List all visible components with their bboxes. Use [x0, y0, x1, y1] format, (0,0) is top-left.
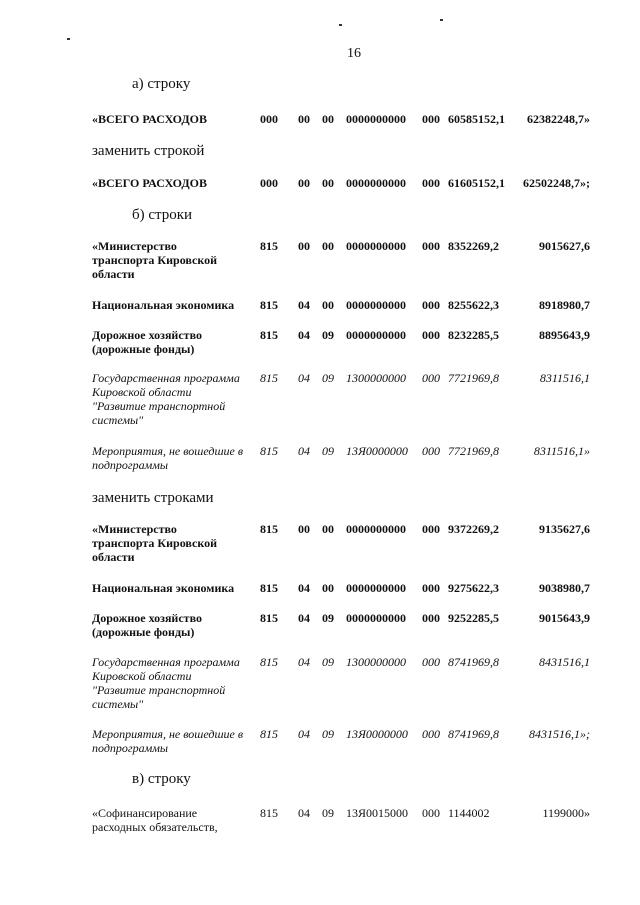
- row-code-target: 0000000000: [346, 522, 406, 536]
- row-name: «ВСЕГО РАСХОДОВ: [92, 112, 207, 126]
- row-code-expense-type: 000: [422, 727, 440, 741]
- row-code-subsection: 09: [322, 328, 334, 342]
- row-code-target: 13Я0000000: [346, 727, 408, 741]
- row-code-subsection: 09: [322, 727, 334, 741]
- row-name: «ВСЕГО РАСХОДОВ: [92, 176, 207, 190]
- row-code-section: 04: [298, 611, 310, 625]
- row-code-target: 0000000000: [346, 611, 406, 625]
- row-code-expense-type: 000: [422, 611, 440, 625]
- row-value-first: 61605152,1: [448, 176, 505, 190]
- row-value-first: 8232285,5: [448, 328, 499, 342]
- row-code-section: 00: [298, 522, 310, 536]
- row-code-ministry: 815: [260, 611, 278, 625]
- row-code-section: 04: [298, 444, 310, 458]
- row-value-first: 8741969,8: [448, 655, 499, 669]
- row-name: Мероприятия, не вошедшие в подпрограммы: [92, 727, 244, 755]
- row-code-target: 1300000000: [346, 655, 406, 669]
- row-code-ministry: 815: [260, 298, 278, 312]
- row-code-subsection: 00: [322, 298, 334, 312]
- row-value-second: 9038980,7: [539, 581, 590, 595]
- row-code-ministry: 815: [260, 806, 278, 820]
- row-code-expense-type: 000: [422, 806, 440, 820]
- row-code-expense-type: 000: [422, 444, 440, 458]
- row-code-section: 04: [298, 655, 310, 669]
- row-value-second: 8431516,1: [539, 655, 590, 669]
- row-code-subsection: 00: [322, 112, 334, 126]
- row-value-second: 9015627,6: [539, 239, 590, 253]
- row-value-second: 62382248,7»: [527, 112, 590, 126]
- row-value-second: 8311516,1: [539, 371, 590, 385]
- row-code-ministry: 815: [260, 371, 278, 385]
- row-code-target: 0000000000: [346, 298, 406, 312]
- scan-speck: [440, 19, 443, 21]
- row-code-expense-type: 000: [422, 522, 440, 536]
- row-code-expense-type: 000: [422, 655, 440, 669]
- row-code-ministry: 000: [260, 112, 278, 126]
- section-label-c: в) строку: [132, 771, 191, 787]
- row-value-first: 9275622,3: [448, 581, 499, 595]
- row-code-target: 13Я0015000: [346, 806, 409, 820]
- row-name: «Софинансирование расходных обязательств,: [92, 806, 218, 834]
- row-code-target: 13Я0000000: [346, 444, 408, 458]
- section-label-replace-single: заменить строкой: [92, 143, 205, 159]
- row-code-ministry: 815: [260, 581, 278, 595]
- row-value-first: 7721969,8: [448, 371, 499, 385]
- row-value-first: 9372269,2: [448, 522, 499, 536]
- row-code-section: 00: [298, 112, 310, 126]
- row-code-subsection: 00: [322, 581, 334, 595]
- row-name: Мероприятия, не вошедшие в подпрограммы: [92, 444, 244, 472]
- row-value-second: 1199000»: [542, 806, 590, 820]
- row-code-target: 0000000000: [346, 239, 406, 253]
- row-code-expense-type: 000: [422, 371, 440, 385]
- row-code-subsection: 09: [322, 444, 334, 458]
- row-code-ministry: 815: [260, 655, 278, 669]
- row-value-second: 9015643,9: [539, 611, 590, 625]
- row-code-subsection: 09: [322, 611, 334, 625]
- row-code-ministry: 815: [260, 239, 278, 253]
- row-value-first: 8352269,2: [448, 239, 499, 253]
- row-code-subsection: 00: [322, 176, 334, 190]
- row-value-second: 8431516,1»;: [529, 727, 590, 741]
- row-name: «Министерство транспорта Кировской области: [92, 239, 218, 281]
- row-value-second: 9135627,6: [539, 522, 590, 536]
- row-name: Национальная экономика: [92, 581, 235, 595]
- row-value-first: 60585152,1: [448, 112, 505, 126]
- row-code-ministry: 815: [260, 444, 278, 458]
- row-name: Дорожное хозяйство (дорожные фонды): [92, 328, 202, 356]
- row-value-first: 1144002: [448, 806, 490, 820]
- section-label-replace-multiple: заменить строками: [92, 490, 214, 506]
- row-name: Национальная экономика: [92, 298, 235, 312]
- row-value-first: 8741969,8: [448, 727, 499, 741]
- row-code-section: 04: [298, 727, 310, 741]
- row-code-expense-type: 000: [422, 112, 440, 126]
- row-code-subsection: 00: [322, 522, 334, 536]
- row-name: «Министерство транспорта Кировской области: [92, 522, 218, 564]
- row-value-second: 8311516,1»: [533, 444, 590, 458]
- row-code-subsection: 09: [322, 806, 334, 820]
- row-code-subsection: 09: [322, 655, 334, 669]
- row-code-section: 00: [298, 176, 310, 190]
- row-code-ministry: 815: [260, 522, 278, 536]
- row-code-target: 0000000000: [346, 112, 406, 126]
- scan-speck: [339, 24, 342, 26]
- row-value-first: 9252285,5: [448, 611, 499, 625]
- row-code-section: 04: [298, 371, 310, 385]
- row-value-second: 8918980,7: [539, 298, 590, 312]
- row-code-target: 1300000000: [346, 371, 406, 385]
- row-code-subsection: 09: [322, 371, 334, 385]
- row-name: Дорожное хозяйство (дорожные фонды): [92, 611, 202, 639]
- row-value-second: 8895643,9: [539, 328, 590, 342]
- row-code-target: 0000000000: [346, 176, 406, 190]
- row-value-first: 7721969,8: [448, 444, 499, 458]
- row-code-section: 04: [298, 581, 310, 595]
- scan-speck: [67, 38, 70, 40]
- row-value-second: 62502248,7»;: [523, 176, 590, 190]
- row-code-target: 0000000000: [346, 328, 406, 342]
- row-code-expense-type: 000: [422, 239, 440, 253]
- row-code-section: 04: [298, 806, 310, 820]
- row-code-expense-type: 000: [422, 328, 440, 342]
- row-code-ministry: 815: [260, 727, 278, 741]
- row-name: Государственная программа Кировской области "Развитие транспортной системы": [92, 371, 240, 427]
- section-label-b: б) строки: [132, 207, 193, 223]
- row-value-first: 8255622,3: [448, 298, 499, 312]
- page-number: 16: [347, 46, 361, 61]
- row-name: Государственная программа Кировской области "Развитие транспортной системы": [92, 655, 240, 711]
- row-code-section: 04: [298, 298, 310, 312]
- row-code-expense-type: 000: [422, 176, 440, 190]
- row-code-target: 0000000000: [346, 581, 406, 595]
- row-code-ministry: 000: [260, 176, 278, 190]
- row-code-expense-type: 000: [422, 581, 440, 595]
- section-label-a: а) строку: [132, 76, 191, 92]
- row-code-ministry: 815: [260, 328, 278, 342]
- row-code-expense-type: 000: [422, 298, 440, 312]
- row-code-section: 04: [298, 328, 310, 342]
- row-code-section: 00: [298, 239, 310, 253]
- row-code-subsection: 00: [322, 239, 334, 253]
